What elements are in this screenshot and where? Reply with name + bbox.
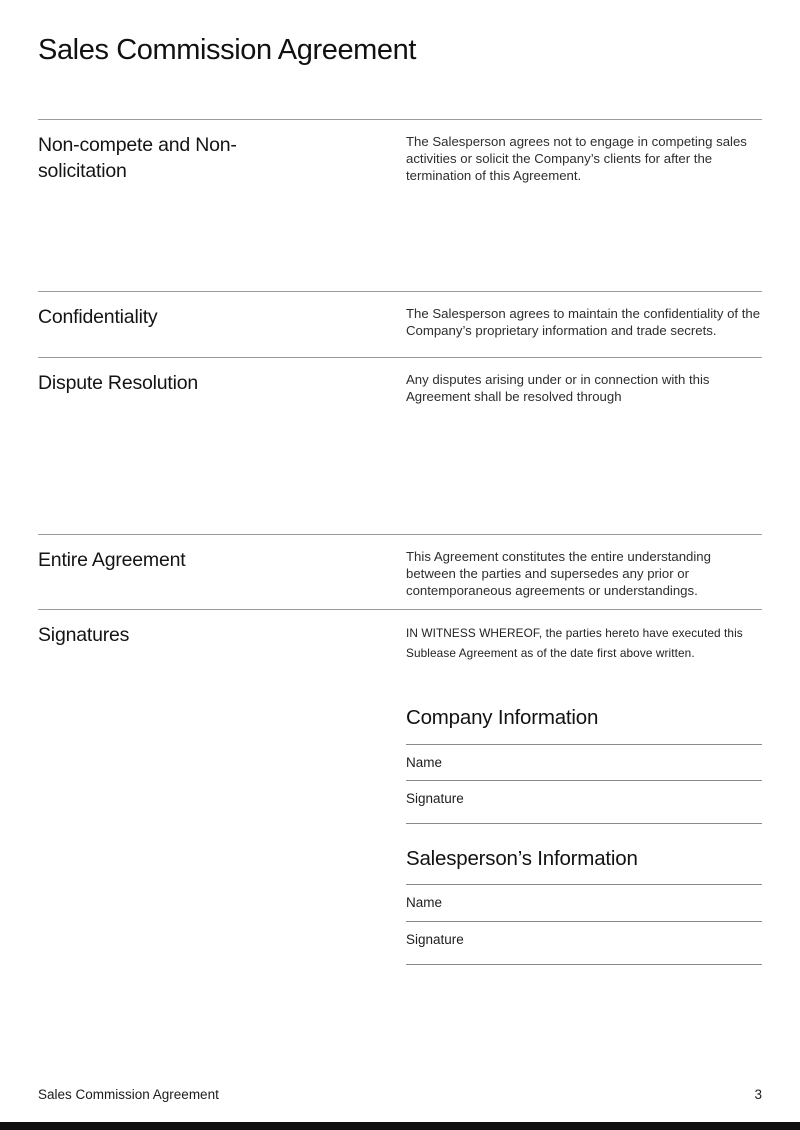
- section-label: Entire Agreement: [38, 549, 186, 571]
- section-label-column: [38, 548, 406, 609]
- signature-field-name: [406, 745, 762, 782]
- signatures-body: [406, 623, 762, 965]
- section-entire-agreement: [38, 534, 762, 609]
- section-label: Non-compete and Non-solicitation: [38, 134, 237, 182]
- field-label: Signature: [406, 791, 464, 807]
- section-label-column: [38, 371, 406, 534]
- section-label: Signatures: [38, 624, 130, 646]
- signature-field-signature: [406, 781, 762, 824]
- signature-field-name: [406, 885, 762, 922]
- section-body: The Salesperson agrees to maintain the confidentiality of the Company’s proprietary information and trade secrets.: [406, 306, 761, 339]
- bottom-accent-bar: [0, 1122, 800, 1130]
- section-label: Confidentiality: [38, 306, 158, 328]
- page-title: Sales Commission Agreement: [38, 34, 417, 66]
- section-label-column: [38, 623, 406, 965]
- signature-block-heading: Company Information: [406, 705, 762, 745]
- section-body: The Salesperson agrees not to engage in competing sales activities or solicit the Company’s clients for after the termination of this Agreement.: [406, 134, 747, 184]
- company-signature-block: [406, 705, 762, 824]
- section-label-column: [38, 305, 406, 357]
- section-body: This Agreement constitutes the entire understanding between the parties and supersedes any prior or contemporaneous agreements or understandings.: [406, 549, 711, 599]
- signature-field-signature: [406, 922, 762, 965]
- field-label: Name: [406, 895, 443, 911]
- page-content: [0, 34, 800, 965]
- section-non-compete: [38, 119, 762, 291]
- field-label: Name: [406, 754, 443, 770]
- footer-page-number: 3: [754, 1087, 762, 1102]
- section-dispute-resolution: [38, 357, 762, 534]
- salesperson-signature-block: [406, 846, 762, 965]
- signature-block-heading: Salesperson’s Information: [406, 846, 762, 886]
- field-label: Signature: [406, 932, 464, 948]
- section-label: Dispute Resolution: [38, 372, 199, 394]
- page-footer: [38, 1087, 762, 1102]
- section-body: Any disputes arising under or in connection with this Agreement shall be resolved through: [406, 372, 710, 405]
- section-confidentiality: [38, 291, 762, 357]
- witness-clause: IN WITNESS WHEREOF, the parties hereto have executed this Sublease Agreement as of the date first above written.: [406, 626, 743, 661]
- section-signatures: [38, 609, 762, 965]
- section-label-column: [38, 133, 406, 291]
- footer-document-title: Sales Commission Agreement: [38, 1087, 219, 1102]
